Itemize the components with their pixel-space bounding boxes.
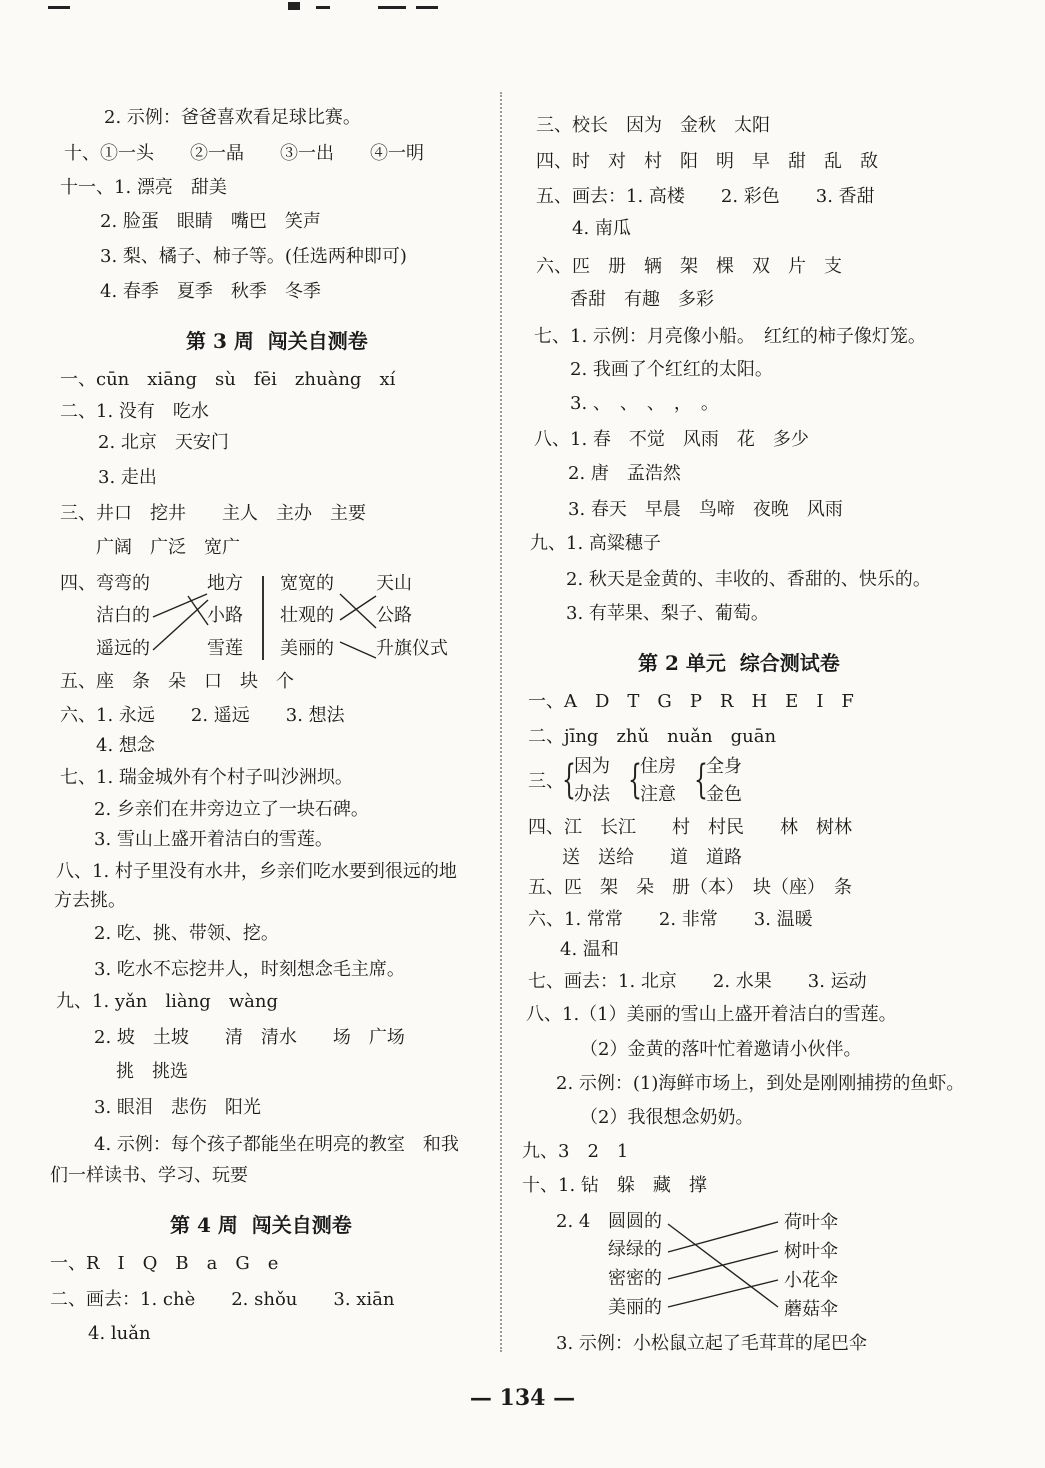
- brace-glyph: {: [694, 757, 708, 803]
- answer-line: 4. luǎn: [88, 1323, 151, 1344]
- answer-line: 八、1. 村子里没有水井，乡亲们吃水要到很远的地: [56, 861, 457, 882]
- match-line: [668, 1280, 778, 1307]
- answer-line: 五、座 条 朵 口 块 个: [60, 671, 294, 692]
- answer-line: 2. 脸蛋 眼睛 嘴巴 笑声: [100, 211, 321, 232]
- answer-line: 九、3 2 1: [522, 1141, 629, 1162]
- match-left-word: 密密的: [608, 1268, 662, 1289]
- answer-line: 送 送给 道 道路: [562, 847, 742, 868]
- match-left-word: 宽宽的: [280, 573, 334, 594]
- match-right-word: 树叶伞: [784, 1241, 838, 1262]
- match-left-word: 美丽的: [608, 1297, 662, 1318]
- answer-line: 4. 南瓜: [572, 218, 631, 239]
- answer-line: 三、校长 因为 金秋 太阳: [536, 115, 770, 136]
- answer-line: 五、画去：1. 高楼 2. 彩色 3. 香甜: [536, 186, 875, 207]
- answer-line: 4. 示例：每个孩子都能坐在明亮的教室 和我: [94, 1134, 459, 1155]
- answer-line: 七、1. 瑞金城外有个村子叫沙洲坝。: [60, 767, 353, 788]
- answer-line: 八、1. 春 不觉 风雨 花 多少: [534, 429, 809, 450]
- answer-line: 2. 北京 天安门: [98, 432, 229, 453]
- answer-line: 4. 春季 夏季 秋季 冬季: [100, 281, 321, 302]
- answer-line: 三、: [528, 771, 564, 792]
- word-group: 住房: [640, 756, 676, 777]
- answer-line: 3. 吃水不忘挖井人，时刻想念毛主席。: [94, 959, 405, 980]
- word-group: 办法: [574, 784, 610, 805]
- word-group: 因为: [574, 756, 610, 777]
- answer-line: 六、匹 册 辆 架 棵 双 片 支: [536, 256, 842, 277]
- answer-line: （2）金黄的落叶忙着邀请小伙伴。: [580, 1039, 862, 1060]
- word-group: 金色: [706, 784, 742, 805]
- page-number: — 134 —: [469, 1385, 576, 1411]
- answer-line: 挑 挑选: [116, 1061, 188, 1082]
- answer-line: 九、1. 高粱穗子: [530, 533, 661, 554]
- answer-line: 四、时 对 村 阳 明 早 甜 乱 敌: [536, 151, 878, 172]
- match-right-word: 雪莲: [207, 638, 243, 659]
- match-right-word: 地方: [207, 573, 243, 594]
- match-right-word: 小花伞: [784, 1270, 838, 1291]
- answer-line: 3. 雪山上盛开着洁白的雪莲。: [94, 829, 333, 850]
- answer-line: 3. 梨、橘子、柿子等。(任选两种即可): [100, 246, 407, 267]
- answer-line: 九、1. yǎn liàng wàng: [56, 991, 279, 1012]
- brace-glyph: {: [628, 757, 642, 803]
- answer-line: 七、画去：1. 北京 2. 水果 3. 运动: [528, 971, 867, 992]
- answer-line: 2. 4: [556, 1211, 591, 1232]
- answer-line: 八、1.（1）美丽的雪山上盛开着洁白的雪莲。: [526, 1004, 897, 1025]
- answer-line: 六、1. 常常 2. 非常 3. 温暖: [528, 909, 813, 930]
- answer-line: 2. 唐 孟浩然: [568, 463, 681, 484]
- answer-line: 香甜 有趣 多彩: [570, 289, 714, 310]
- match-left-word: 洁白的: [96, 605, 150, 626]
- match-left-word: 圆圆的: [608, 1211, 662, 1232]
- section-title: 第 2 单元 综合测试卷: [638, 651, 840, 675]
- answer-line: 2. 吃、挑、带领、挖。: [94, 923, 279, 944]
- match-left-word: 绿绿的: [608, 1239, 662, 1260]
- match-right-word: 荷叶伞: [784, 1212, 838, 1233]
- answer-line: 一、R I Q B a G e: [50, 1253, 279, 1274]
- answer-line: 2. 乡亲们在井旁边立了一块石碑。: [94, 799, 369, 820]
- answer-line: 2. 坡 土坡 清 清水 场 广场: [94, 1027, 405, 1048]
- match-right-word: 升旗仪式: [376, 638, 448, 659]
- answer-line: 们一样读书、学习、玩要: [50, 1165, 248, 1186]
- answer-line: 3. 春天 早晨 鸟啼 夜晚 风雨: [568, 499, 843, 520]
- answer-line: 一、A D T G P R H E I F: [528, 691, 854, 712]
- answer-line: 3. 示例：小松鼠立起了毛茸茸的尾巴伞: [556, 1333, 867, 1354]
- brace-glyph: {: [562, 757, 576, 803]
- match-right-word: 小路: [207, 605, 243, 626]
- section-title: 第 4 周 闯关自测卷: [170, 1213, 352, 1237]
- answer-line: 2. 秋天是金黄的、丰收的、香甜的、快乐的。: [566, 569, 931, 590]
- answer-line: 广阔 广泛 宽广: [96, 537, 240, 558]
- answer-line: 4. 温和: [560, 939, 619, 960]
- word-group: 注意: [640, 784, 676, 805]
- answer-line: 3. 有苹果、梨子、葡萄。: [566, 603, 769, 624]
- answer-line: 方去挑。: [54, 890, 126, 911]
- match-left-word: 壮观的: [280, 605, 334, 626]
- answer-line: （2）我很想念奶奶。: [580, 1107, 754, 1128]
- answer-line: 3. 走出: [98, 467, 157, 488]
- answer-line: 2. 示例：爸爸喜欢看足球比赛。: [104, 107, 361, 128]
- answer-line: 二、画去：1. chè 2. shǒu 3. xiān: [50, 1289, 395, 1310]
- match-left-word: 四、弯弯的: [60, 573, 150, 594]
- answer-line: 六、1. 永远 2. 遥远 3. 想法: [60, 705, 345, 726]
- answer-line: 十一、1. 漂亮 甜美: [60, 177, 227, 198]
- answer-line: 一、cūn xiāng sù fēi zhuàng xí: [60, 369, 396, 390]
- answer-line: 四、江 长江 村 村民 林 树林: [528, 817, 852, 838]
- answer-line: 4. 想念: [96, 735, 155, 756]
- match-line: [668, 1251, 778, 1279]
- match-left-word: 遥远的: [96, 638, 150, 659]
- answer-line: 二、jīng zhǔ nuǎn guān: [528, 726, 777, 747]
- answer-line: 七、1. 示例：月亮像小船。 红红的柿子像灯笼。: [534, 326, 926, 347]
- answer-line: 十、1. 钻 躲 藏 撑: [522, 1175, 707, 1196]
- match-right-word: 蘑菇伞: [784, 1299, 838, 1320]
- answer-line: 十、①一头 ②一晶 ③一出 ④一明: [64, 143, 424, 164]
- answer-line: 五、匹 架 朵 册（本） 块（座） 条: [528, 877, 852, 898]
- answer-line: 二、1. 没有 吃水: [60, 401, 209, 422]
- section-title: 第 3 周 闯关自测卷: [186, 329, 368, 353]
- answer-line: 2. 我画了个红红的太阳。: [570, 359, 773, 380]
- answer-line: 3. 、 、 、 ， 。: [570, 393, 719, 414]
- match-left-word: 美丽的: [280, 638, 334, 659]
- word-group: 全身: [706, 756, 742, 777]
- match-right-word: 公路: [376, 605, 412, 626]
- answer-line: 3. 眼泪 悲伤 阳光: [94, 1097, 261, 1118]
- answer-line: 三、井口 挖井 主人 主办 主要: [60, 503, 366, 524]
- answer-line: 2. 示例：(1)海鲜市场上，到处是刚刚捕捞的鱼虾。: [556, 1073, 965, 1094]
- match-right-word: 天山: [376, 573, 412, 594]
